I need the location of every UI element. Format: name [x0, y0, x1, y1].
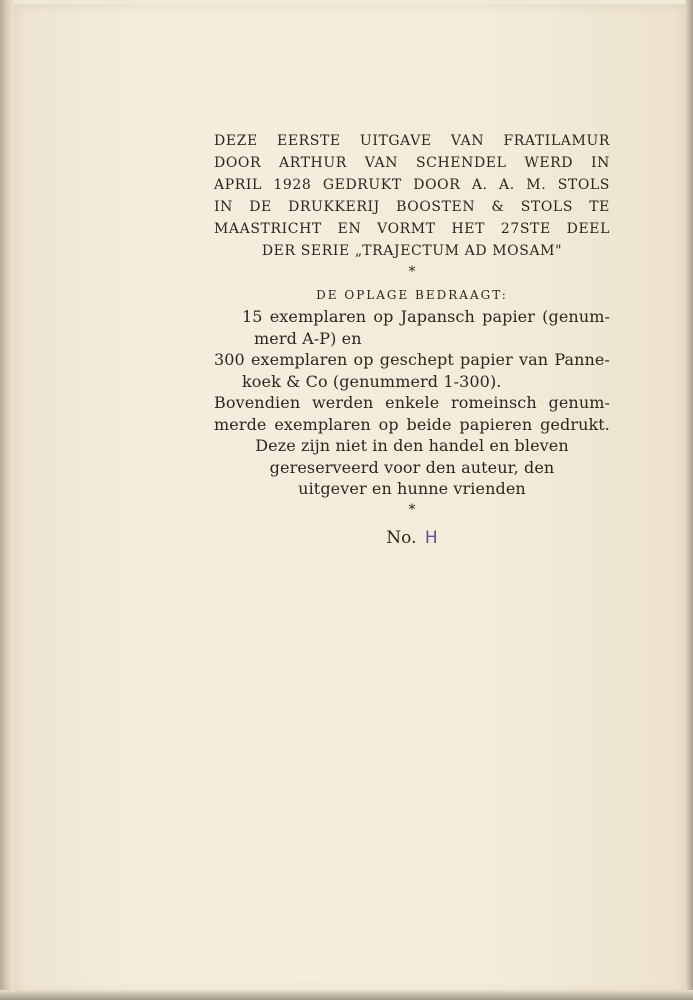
edition-line: merde exemplaren op beide papieren gedrukt. — [214, 414, 610, 434]
edition-line: gereserveerd voor den auteur, den — [269, 457, 555, 477]
copy-number — [214, 524, 610, 552]
separator-asterisk: * — [408, 264, 416, 280]
colophon-line: DER SERIE „TRAJECTUM AD MOSAM" — [261, 243, 563, 259]
edition-line: merd A-P) en — [254, 328, 362, 348]
colophon-block — [214, 130, 610, 552]
page-right-edge — [685, 0, 693, 1000]
separator-asterisk: * — [408, 501, 416, 518]
colophon-line: DOOR ARTHUR VAN SCHENDEL WERD IN — [214, 155, 610, 171]
edition-line: uitgever en hunne vrienden — [298, 479, 526, 498]
page-bottom-edge — [0, 990, 693, 1000]
edition-line: Deze zijn niet in den handel en bleven — [255, 436, 569, 455]
colophon-line: APRIL 1928 GEDRUKT DOOR A. A. M. STOLS — [214, 177, 610, 193]
edition-line: koek & Co (genummerd 1-300). — [242, 371, 502, 391]
page-left-edge — [0, 0, 14, 1000]
copy-number-label: No. — [386, 527, 417, 548]
colophon-line: DEZE EERSTE UITGAVE VAN FRATILAMUR — [214, 133, 610, 149]
edition-line: 15 exemplaren op Japansch papier (genum- — [242, 307, 610, 326]
colophon-line: IN DE DRUKKERIJ BOOSTEN & STOLS TE — [214, 199, 610, 215]
edition-heading: DE OPLAGE BEDRAAGT: — [316, 288, 508, 302]
colophon-line: MAASTRICHT EN VORMT HET 27STE DEEL — [214, 221, 610, 237]
edition-line: Bovendien werden enkele romeinsch genum- — [214, 393, 610, 412]
edition-text — [214, 306, 610, 500]
colophon-text — [214, 130, 610, 262]
copy-number-stamp: H — [424, 527, 438, 548]
edition-line: 300 exemplaren op geschept papier van Panne- — [214, 350, 610, 369]
